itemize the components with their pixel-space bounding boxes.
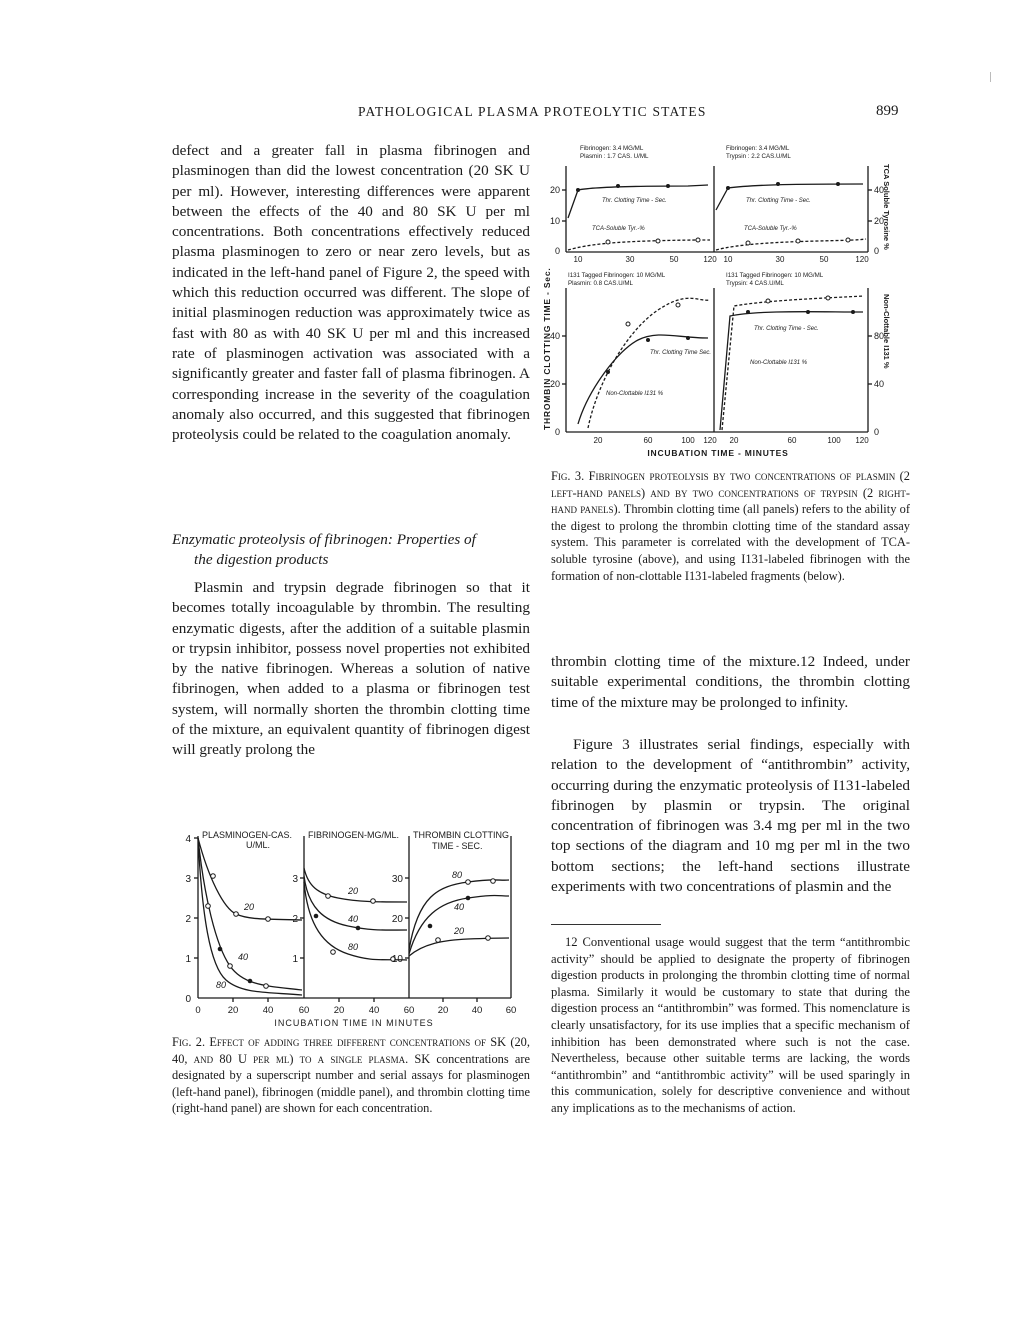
fig2-curve-label: 80 xyxy=(452,870,463,880)
fig2-x-tick: 20 xyxy=(437,1005,449,1016)
fig2-caption-body: SK concentrations are designated by a superscript number and serial assays for plasminogen (left-hand panel), fibrinogen (middle panel), and thrombin clotting time (right-hand panel) are shown for each concentration. xyxy=(172,1051,530,1116)
fig2-caption-sk: SK (20, 40, and 80 U per ml) to a single plasma. xyxy=(172,1035,530,1066)
fig3-x-bottom-tick: 100 xyxy=(681,436,695,445)
fig2-x-tick: 40 xyxy=(368,1005,380,1016)
fig3-y-top-tick: 10 xyxy=(549,216,560,226)
fig3-y-right-top-tick: 20 xyxy=(874,216,885,226)
fig3-x-top-tick: 50 xyxy=(819,255,829,264)
section-heading-line-2: the digestion products xyxy=(194,551,329,569)
fig3-x-bottom-tick: 60 xyxy=(787,436,797,445)
fig2-x-label: INCUBATION TIME IN MINUTES xyxy=(274,1018,434,1028)
fig2-curve-label: 80 xyxy=(216,980,227,990)
fig3-y-right-bottom-tick: 40 xyxy=(874,379,885,389)
fig3-y-bottom-tick: 20 xyxy=(549,379,560,389)
fig3-x-top-tick: 30 xyxy=(625,255,635,264)
fig3-label-clot-bottom-right: Thr. Clotting Time - Sec. xyxy=(754,326,819,332)
section-heading-line-1: Enzymatic proteolysis of fibrinogen: Properties of xyxy=(172,531,476,548)
fig3-y-label-left: THROMBIN CLOTTING TIME - Sec. xyxy=(542,267,552,430)
fig3-mid-left-a: I131 Tagged Fibrinogen: 10 MG/ML xyxy=(568,272,666,279)
fig3-x-top-tick: 120 xyxy=(703,255,717,264)
fig2-x-tick: 0 xyxy=(195,1005,201,1016)
fig2-panel1-title-a: PLASMINOGEN-CAS. xyxy=(202,830,293,840)
fig3-label-nonclot-left: Non-Clottable I131 % xyxy=(606,391,664,397)
footnote-rule xyxy=(551,924,661,925)
fig2-x-tick: 60 xyxy=(403,1005,415,1016)
fig3-x-top-tick: 120 xyxy=(855,255,869,264)
figure-3-caption xyxy=(551,468,910,584)
fig3-x-bottom-tick: 60 xyxy=(643,436,653,445)
right-paragraph-2: Figure 3 illustrates serial findings, especially with relation to the development of “antithrombin” activity, occurring during the enzymatic proteolysis of I131-labeled fibrinogen by plasmin or trypsin. The original concentration of fibrinogen was 3.4 mg per ml in the two top sections of the diagram and 10 mg per ml in the two bottom sections; the left-hand sections illustrate experiments with two concentrations of plasmin and the xyxy=(551,736,910,896)
fig3-y-bottom-tick: 0 xyxy=(554,427,560,437)
fig3-y-bottom-tick: 40 xyxy=(549,331,560,341)
fig3-label-clot-top-left: Thr. Clotting Time - Sec. xyxy=(602,198,667,204)
figure-2 xyxy=(168,826,530,1028)
right-paragraph-1: thrombin clotting time of the mixture.12 Indeed, under suitable experimental conditions, the thrombin clotting time of the mixture may be prolonged to infinity. xyxy=(551,653,910,711)
fig3-label-tca-right: TCA-Soluble Tyr.-% xyxy=(744,226,797,232)
fig2-y3-tick: 20 xyxy=(391,914,403,925)
scan-mark xyxy=(990,72,991,82)
fig3-y-right-bottom-tick: 80 xyxy=(874,331,885,341)
left-paragraph-1: defect and a greater fall in plasma fibrinogen and plasminogen than did the lowest concentration (20 SK U per ml). However, interesting differences were apparent between the effects of the 40 and 80 SK U per ml concentrations. Both concentrations effectively reduced plasma plasminogen to zero or near zero levels, but as indicated in the left-hand panel of Figure 2, the speed with which this reduction occurred was different. The slope of initial plasminogen reduction was approximately twice as fast with 80 as with 40 SK U per ml and this increased rate of plasminogen activation was associated with a significantly greater and faster fall of plasma fibrinogen. A corresponding increase in the severity of the coagulation anomaly also occurred, and this suggested that fibrinogen proteolysis could be related to the coagulation anomaly. xyxy=(172,142,530,444)
fig2-y1-tick: 1 xyxy=(185,954,191,965)
fig2-y2-tick: 1 xyxy=(292,954,298,965)
fig2-y3-tick: 30 xyxy=(391,874,403,885)
fig2-y1-tick: 0 xyxy=(185,994,191,1005)
footnote-12: 12 Conventional usage would suggest that the term “antithrombic activity” should be applied to designate the property of fibrinogen digestion products in prolonging the thrombin clotting time of normal plasma. Similarly it would be customary to state that during the digestion process an “antithrombin” was formed. This nomenclature is clearly unsatisfactory, for its use implies that a specific mechanism of inhibition has been demonstrated where such is not the case. Nevertheless, because other suitable terms are lacking, the words “antithrombin” and “antithrombic activity” will be used sparingly in this communication, solely for descriptive convenience and without any implications as to the mechanisms of action. xyxy=(551,935,910,1115)
running-head: PATHOLOGICAL PLASMA PROTEOLYTIC STATES xyxy=(358,104,707,119)
fig2-curve-label: 20 xyxy=(244,902,255,912)
fig2-panel3-title-b: TIME - SEC. xyxy=(432,841,483,851)
fig2-caption-label: Fig. 2. xyxy=(172,1035,206,1049)
fig3-mid-right-a: I131 Tagged Fibrinogen: 10 MG/ML xyxy=(726,272,824,279)
fig3-header-right-b: Trypsin : 2.2 CAS.U/ML xyxy=(726,153,791,160)
fig3-mid-right-b: Trypsin: 4 CAS.U/ML xyxy=(726,280,784,287)
fig2-x-tick: 40 xyxy=(262,1005,274,1016)
fig2-x-tick: 60 xyxy=(298,1005,310,1016)
fig3-y-right-top-tick: 40 xyxy=(874,185,885,195)
page-number: 899 xyxy=(876,103,899,119)
fig3-label-clot-bottom-left: Thr. Clotting Time Sec. xyxy=(650,350,712,356)
fig3-y-top-tick: 20 xyxy=(549,185,560,195)
fig3-y-label-right-top: TCA Soluble Tyrosine % xyxy=(882,164,891,250)
fig3-header-left-b: Plasmin : 1.7 CAS. U/ML xyxy=(580,153,649,160)
fig2-panel3-title-a: THROMBIN CLOTTING xyxy=(413,830,509,840)
fig3-y-right-bottom-tick: 0 xyxy=(874,427,880,437)
fig3-label-tca-left: TCA-Soluble Tyr.-% xyxy=(592,226,645,232)
fig3-caption-body: Thrombin clotting time (all panels) refers to the ability of the digest to prolong the thrombin clotting time of the standard assay system. This parameter is correlated with the development of TCA-soluble tyrosine (above), and using I131-labeled fibrinogen with the formation of non-clottable I131-labeled fragments (below). xyxy=(551,502,910,583)
fig3-header-right-a: Fibrinogen: 3.4 MG/ML xyxy=(726,145,790,152)
fig2-y1-tick: 2 xyxy=(185,914,191,925)
fig3-x-top-tick: 30 xyxy=(775,255,785,264)
fig2-curve-label: 20 xyxy=(348,886,359,896)
fig3-x-top-tick: 50 xyxy=(669,255,679,264)
fig3-x-top-tick: 10 xyxy=(573,255,583,264)
left-paragraph-2: Plasmin and trypsin degrade fibrinogen so that it becomes totally incoagulable by thrombin. The resulting enzymatic digests, after the addition of a suitable plasmin or trypsin inhibitor, possess novel properties not exhibited by the native fibrinogen. Whereas a solution of native fibrinogen, when added to a plasma or fibrinogen test system, will normally shorten the thrombin clotting time of the mixture, an equivalent quantity of fibrinogen digest will greatly prolong the xyxy=(172,579,530,759)
fig3-x-bottom-tick: 100 xyxy=(827,436,841,445)
fig2-curve-label: 20 xyxy=(454,926,465,936)
fig2-y2-tick: 2 xyxy=(292,914,298,925)
fig3-caption-label: Fig. 3. xyxy=(551,469,585,483)
fig3-y-top-tick: 0 xyxy=(554,246,560,256)
fig2-y1-tick: 4 xyxy=(185,834,191,845)
fig2-curve-label: 40 xyxy=(454,902,465,912)
fig3-x-bottom-tick: 20 xyxy=(593,436,603,445)
fig2-x-tick: 40 xyxy=(471,1005,483,1016)
figure-3 xyxy=(538,140,910,462)
fig3-y-label-right-bottom: Non-Clottable I131 % xyxy=(882,294,891,369)
fig2-curve-label: 40 xyxy=(238,952,249,962)
fig3-header-left-a: Fibrinogen: 3.4 MG/ML xyxy=(580,145,644,152)
fig3-y-right-top-tick: 0 xyxy=(874,246,880,256)
fig3-x-bottom-tick: 120 xyxy=(703,436,717,445)
fig2-caption-title: Effect of adding three different concentrations of xyxy=(209,1035,486,1049)
fig2-y2-tick: 3 xyxy=(292,874,298,885)
fig2-panel2-title: FIBRINOGEN-MG/ML. xyxy=(308,830,400,840)
fig3-x-bottom-tick: 120 xyxy=(855,436,869,445)
fig3-label-nonclot-right: Non-Clottable I131 % xyxy=(750,360,808,366)
fig2-curve-label: 80 xyxy=(348,942,359,952)
fig3-x-top-tick: 10 xyxy=(723,255,733,264)
fig2-x-tick: 60 xyxy=(505,1005,517,1016)
fig3-x-label: INCUBATION TIME - MINUTES xyxy=(647,448,789,458)
fig2-x-tick: 20 xyxy=(333,1005,345,1016)
section-heading xyxy=(172,530,530,571)
fig3-caption-title: Fibrinogen proteolysis by two concentrations of plasmin (2 left-hand panels) and by two concentrations of trypsin (2 right-hand panels). xyxy=(551,469,910,517)
fig2-y1-tick: 3 xyxy=(185,874,191,885)
fig3-mid-left-b: Plasmin: 0.8 CAS.U/ML xyxy=(568,280,633,287)
fig2-panel1-title-b: U/ML. xyxy=(246,840,271,850)
figure-2-caption xyxy=(172,1034,530,1117)
fig3-x-bottom-tick: 20 xyxy=(729,436,739,445)
fig2-y3-tick: 10 xyxy=(391,954,403,965)
fig3-label-clot-top-right: Thr. Clotting Time - Sec. xyxy=(746,198,811,204)
fig2-x-tick: 20 xyxy=(227,1005,239,1016)
fig2-curve-label: 40 xyxy=(348,914,359,924)
